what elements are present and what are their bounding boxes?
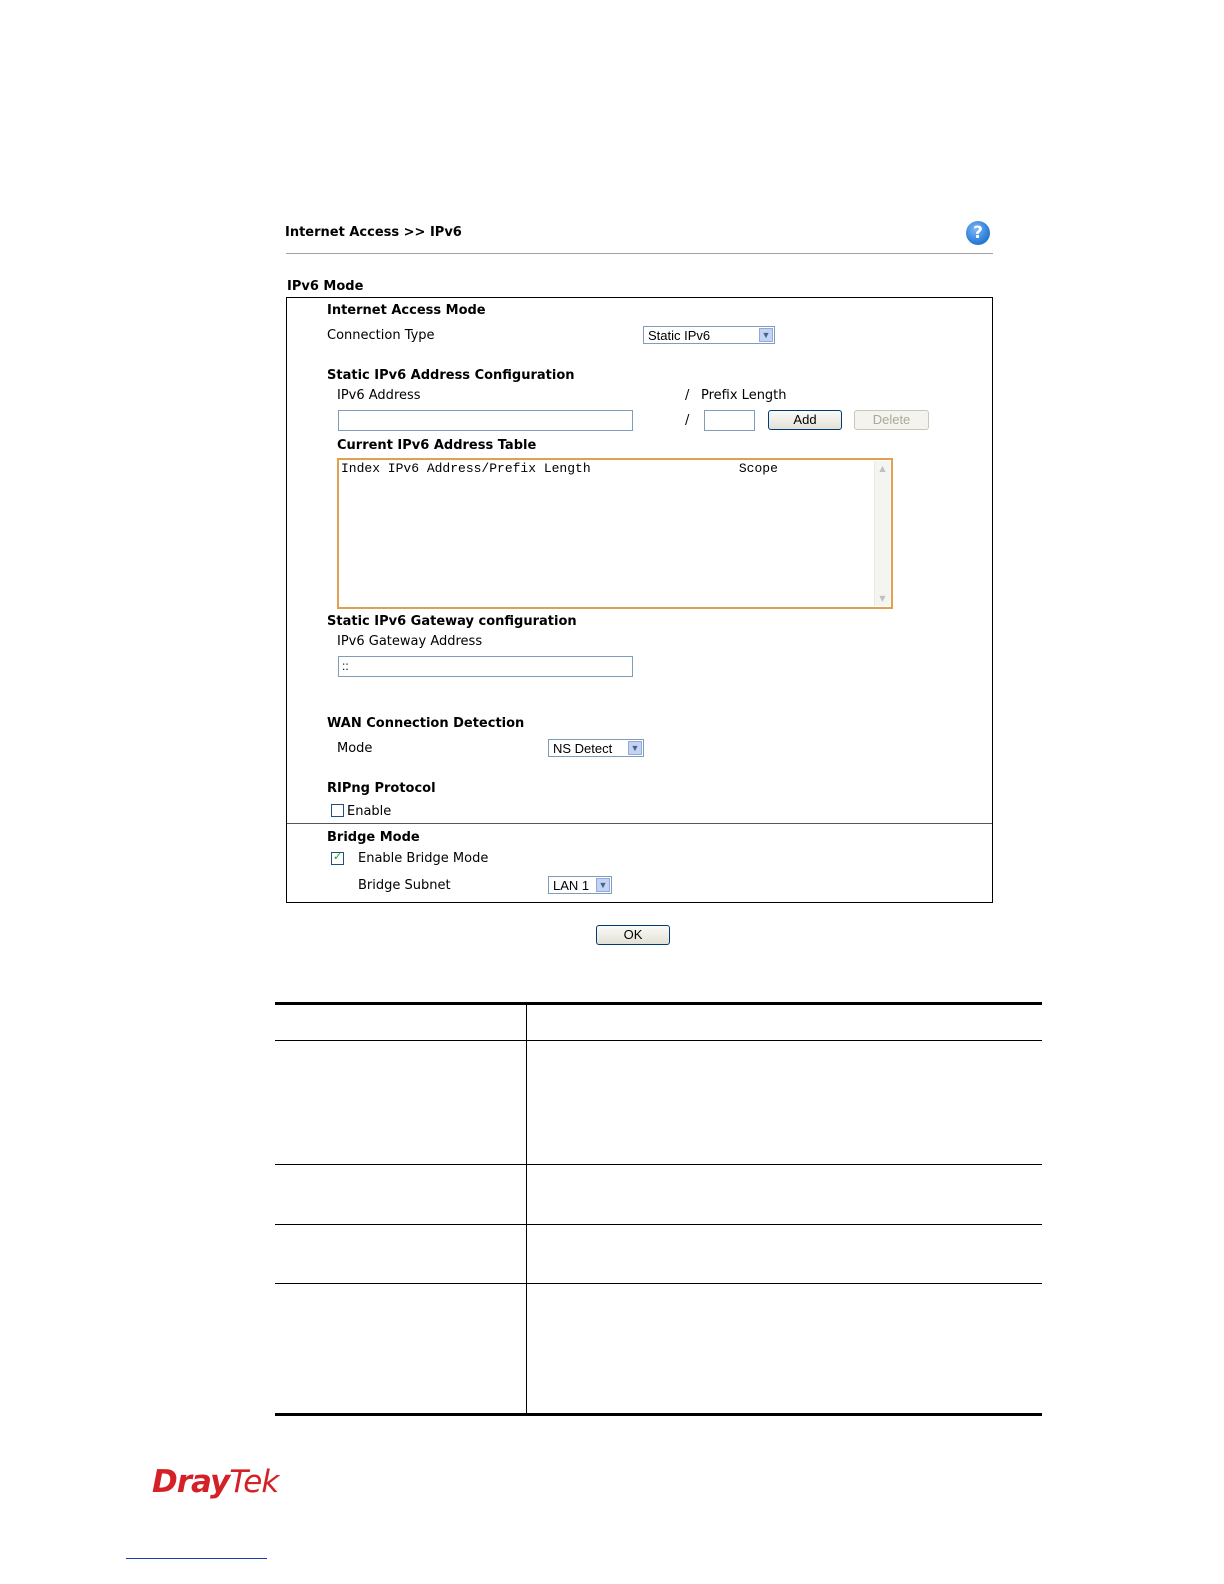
checkmark-icon: ✓ [333, 850, 343, 863]
connection-type-value: Static IPv6 [648, 328, 711, 343]
bridge-subnet-value: LAN 1 [553, 878, 590, 893]
ripng-enable-label: Enable [347, 804, 392, 819]
ok-button[interactable]: OK [596, 925, 670, 945]
address-table-box[interactable] [337, 458, 893, 609]
ipv6-address-input[interactable] [338, 410, 633, 431]
table-row-rule [275, 1164, 1042, 1165]
gateway-address-input[interactable]: :: [338, 656, 633, 677]
bridge-subnet-label: Bridge Subnet [358, 878, 451, 893]
logo-dray: Dray [152, 1464, 230, 1500]
bridge-enable-label: Enable Bridge Mode [358, 851, 489, 866]
bridge-heading: Bridge Mode [327, 830, 420, 845]
connection-type-select[interactable] [643, 326, 775, 344]
gateway-label: IPv6 Gateway Address [337, 634, 483, 649]
bridge-enable-checkbox[interactable] [331, 852, 344, 865]
prefix-length-label: Prefix Length [701, 388, 787, 403]
delete-button[interactable]: Delete [854, 410, 929, 430]
draytek-logo [152, 1464, 278, 1500]
logo-tek: Tek [229, 1464, 279, 1500]
help-question-icon[interactable]: ? [966, 221, 990, 245]
chevron-down-icon: ▼ [759, 328, 773, 342]
gateway-heading: Static IPv6 Gateway configuration [327, 614, 577, 629]
add-button[interactable]: Add [768, 410, 842, 430]
breadcrumb: Internet Access >> IPv6 [285, 225, 462, 240]
address-table-heading: Current IPv6 Address Table [337, 438, 537, 453]
ipv6-mode-title: IPv6 Mode [287, 279, 364, 294]
wan-mode-value: NS Detect [553, 741, 613, 756]
bridge-divider [287, 823, 992, 824]
prefix-length-input[interactable] [704, 410, 755, 431]
connection-type-label: Connection Type [327, 328, 435, 343]
internet-access-mode-heading: Internet Access Mode [327, 303, 486, 318]
scroll-up-icon[interactable]: ▲ [879, 464, 886, 473]
table-column-rule [526, 1004, 527, 1414]
bridge-subnet-select[interactable] [548, 876, 612, 894]
table-top-rule [275, 1002, 1042, 1005]
chevron-down-icon: ▼ [628, 741, 642, 755]
prefix-slash-label: / [685, 388, 690, 403]
wan-detection-heading: WAN Connection Detection [327, 716, 525, 731]
table-row-rule [275, 1224, 1042, 1225]
ipv6-address-label: IPv6 Address [337, 388, 421, 403]
table-bottom-rule [275, 1413, 1042, 1416]
static-address-heading: Static IPv6 Address Configuration [327, 368, 575, 383]
address-table-header: Index IPv6 Address/Prefix Length Scope [341, 461, 778, 476]
table-row-rule [275, 1283, 1042, 1284]
prefix-slash: / [685, 413, 690, 428]
ripng-heading: RIPng Protocol [327, 781, 436, 796]
scroll-down-icon[interactable]: ▼ [879, 594, 886, 603]
footer-link-rule [126, 1558, 267, 1559]
wan-mode-label: Mode [337, 741, 373, 756]
address-table-scrollbar[interactable] [874, 461, 890, 606]
table-row-rule [275, 1040, 1042, 1041]
wan-mode-select[interactable] [548, 739, 644, 757]
header-divider [286, 253, 993, 254]
chevron-down-icon: ▼ [596, 878, 610, 892]
ripng-enable-checkbox[interactable] [331, 804, 344, 817]
